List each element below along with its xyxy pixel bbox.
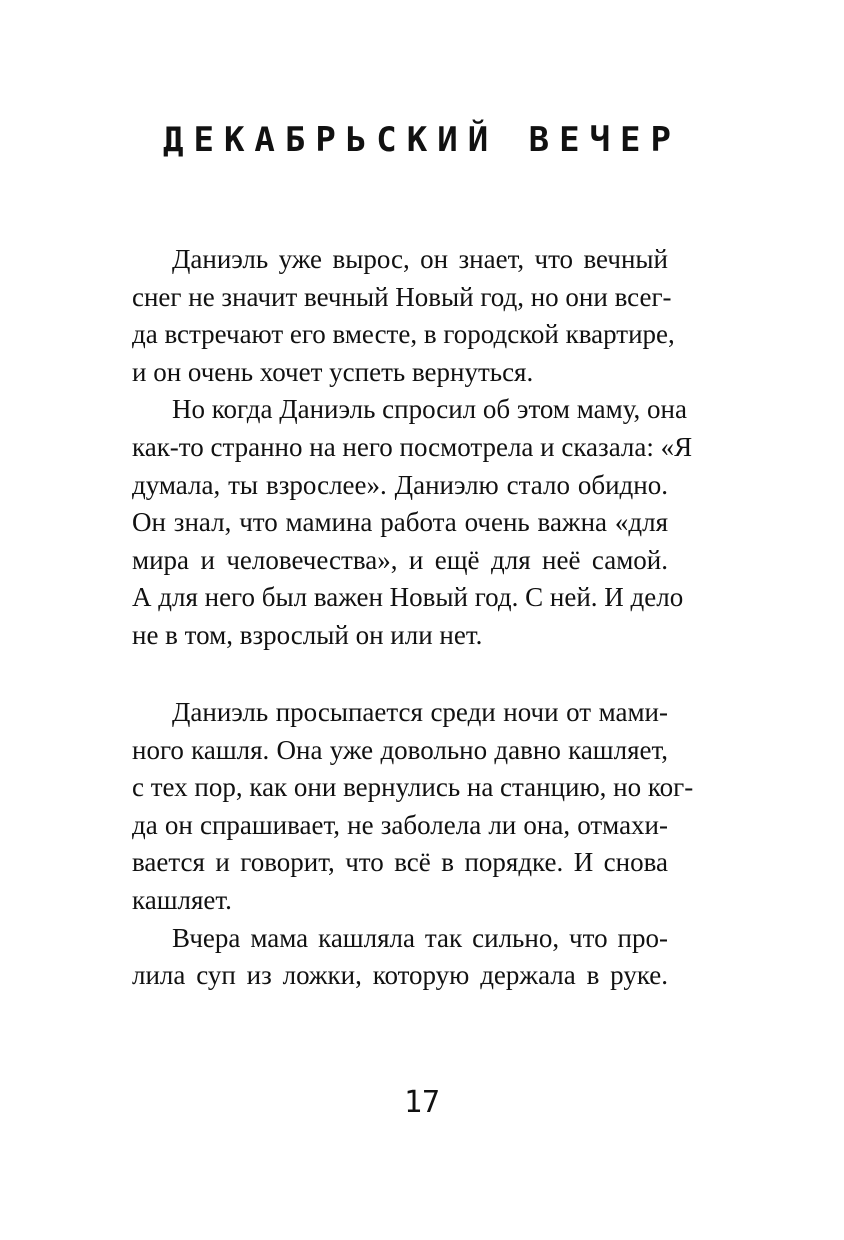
text-line: мира и человечества», и ещё для неё самой. — [132, 544, 668, 575]
text-line: да он спрашивает, не заболела ли она, отмахи- — [132, 809, 668, 840]
text-line: и он очень хочет успеть вернуться. — [132, 356, 534, 387]
text-section-2 — [132, 694, 694, 995]
paragraph — [132, 694, 694, 920]
text-line: кашляет. — [132, 884, 232, 915]
text-line: Он знал, что мамина работа очень важна «для — [132, 507, 668, 538]
text-line: А для него был важен Новый год. С ней. И дело — [132, 582, 684, 613]
text-line: не в том, взрослый он или нет. — [132, 619, 483, 650]
text-line: ного кашля. Она уже довольно давно кашляет, — [132, 734, 668, 765]
paragraph — [132, 391, 693, 654]
text-line: вается и говорит, что всё в порядке. И снова — [132, 847, 668, 878]
text-line: думала, ты взрослее». Даниэлю стало обидно. — [132, 469, 668, 500]
paragraph — [132, 920, 668, 995]
text-line: с тех пор, как они вернулись на станцию, но ког- — [132, 772, 694, 803]
chapter-title: ДЕКАБРЬСКИЙ ВЕЧЕР — [163, 120, 681, 160]
text-section-1 — [132, 241, 693, 655]
text-line: лила суп из ложки, которую держала в руке. — [132, 960, 668, 991]
text-line: как-то странно на него посмотрела и сказала: «Я — [132, 431, 693, 462]
paragraph — [132, 241, 675, 391]
text-line: да встречают его вместе, в городской квартире, — [132, 319, 675, 350]
text-line: Даниэль уже вырос, он знает, что вечный — [172, 244, 668, 274]
text-line: снег не значит вечный Новый год, но они всег- — [132, 281, 672, 312]
text-line: Вчера мама кашляла так сильно, что про- — [172, 922, 668, 953]
page-number: 17 — [403, 1085, 441, 1120]
text-line: Но когда Даниэль спросил об этом маму, она — [172, 394, 687, 425]
text-line: Даниэль просыпается среди ночи от мами- — [172, 697, 668, 727]
